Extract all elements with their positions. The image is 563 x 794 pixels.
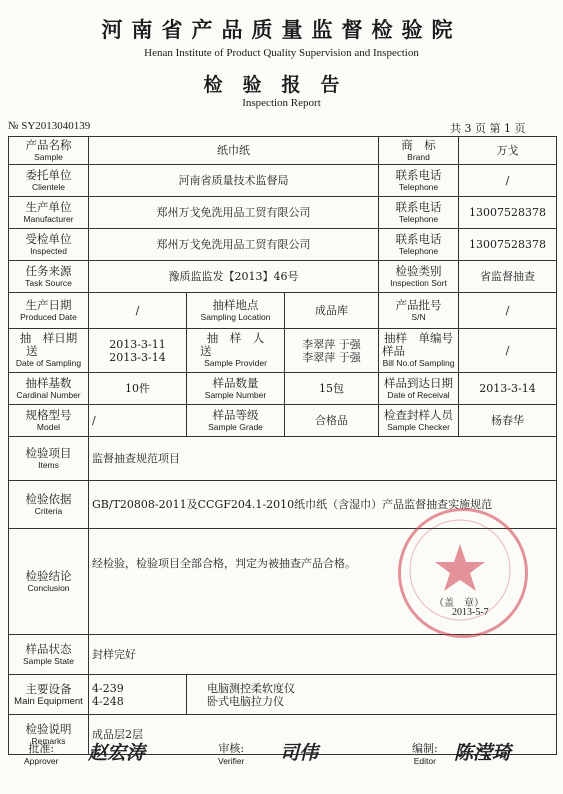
manufacturer-value: 郑州万戈免洗用品工贸有限公司 xyxy=(89,197,379,229)
row-sample xyxy=(9,137,557,165)
approver-label: 批准: Approver xyxy=(24,742,59,766)
row-model xyxy=(9,405,557,437)
brand-label: 商 标 Brand xyxy=(379,137,459,165)
telephone3-label: 联系电话 Telephone xyxy=(379,229,459,261)
row-produced-date xyxy=(9,293,557,329)
inspection-table xyxy=(8,136,557,755)
sampling-location-value: 成品库 xyxy=(285,293,379,329)
report-title-cn: 检验报告 xyxy=(203,74,360,96)
conclusion-date: 2013-5-7 xyxy=(452,607,489,618)
date-of-sampling-label: 抽 样日期 送 Date of Sampling xyxy=(9,329,89,373)
equipment-names: 电脑测控柔软度仪 卧式电脑拉力仪 xyxy=(187,675,557,715)
sample-checker-label: 检查封样人员 Sample Checker xyxy=(379,405,459,437)
clientele-value: 河南省质量技术监督局 xyxy=(89,165,379,197)
sample-number-value: 15包 xyxy=(285,373,379,405)
criteria-value: GB/T20808-2011及CCGF204.1-2010纸巾纸（含湿巾）产品监督抽查实施规范 xyxy=(89,481,557,529)
sample-checker-value: 杨春华 xyxy=(459,405,557,437)
telephone2-value: 13007528378 xyxy=(459,197,557,229)
sample-value: 纸巾纸 xyxy=(89,137,379,165)
sample-label: 产品名称 Sample xyxy=(9,137,89,165)
page-count: 共 3 页 第 1 页 xyxy=(450,122,526,135)
approver-signature: 赵宏涛 xyxy=(88,742,146,764)
telephone1-label: 联系电话 Telephone xyxy=(379,165,459,197)
row-manufacturer xyxy=(9,197,557,229)
row-numbers xyxy=(9,373,557,405)
date-of-receival-value: 2013-3-14 xyxy=(459,373,557,405)
inspected-label: 受检单位 Inspected xyxy=(9,229,89,261)
bill-no-value: / xyxy=(459,329,557,373)
institute-name-cn: 河南省产品质量监督检验院 xyxy=(101,17,462,42)
manufacturer-label: 生产单位 Manufacturer xyxy=(9,197,89,229)
inspection-sort-label: 检验类别 Inspection Sort xyxy=(379,261,459,293)
bill-no-label: 抽样 单编号 样品 Bill No.of Sampling xyxy=(379,329,459,373)
sn-value: / xyxy=(459,293,557,329)
row-inspected xyxy=(9,229,557,261)
equipment-codes: 4-239 4-248 xyxy=(89,675,187,715)
sample-provider-value: 李翠萍 于强 李翠萍 于强 xyxy=(285,329,379,373)
task-source-value: 豫质监监发【2013】46号 xyxy=(89,261,379,293)
telephone1-value: / xyxy=(459,165,557,197)
model-value: / xyxy=(89,405,187,437)
sample-number-label: 样品数量 Sample Number xyxy=(187,373,285,405)
sampling-location-label: 抽样地点 Sampling Location xyxy=(187,293,285,329)
telephone3-value: 13007528378 xyxy=(459,229,557,261)
row-clientele xyxy=(9,165,557,197)
sample-state-label: 样品状态 Sample State xyxy=(9,635,89,675)
official-seal-stamp xyxy=(398,508,528,638)
row-task-source xyxy=(9,261,557,293)
report-title-en: Inspection Report xyxy=(242,97,321,109)
sample-provider-label: 抽 样 人 送 Sample Provider xyxy=(187,329,285,373)
sn-label: 产品批号 S/N xyxy=(379,293,459,329)
inspected-value: 郑州万戈免洗用品工贸有限公司 xyxy=(89,229,379,261)
clientele-label: 委托单位 Clientele xyxy=(9,165,89,197)
row-sample-state xyxy=(9,635,557,675)
report-number: № SY2013040139 xyxy=(8,120,91,132)
sample-grade-value: 合格品 xyxy=(285,405,379,437)
main-equipment-label: 主要设备 Main Equipment xyxy=(9,675,89,715)
conclusion-value: 经检验，检验项目全部合格，判定为被抽查产品合格。 xyxy=(89,529,557,635)
model-label: 规格型号 Model xyxy=(9,405,89,437)
row-items xyxy=(9,437,557,481)
editor-label: 编制: Editor xyxy=(412,742,438,766)
sample-state-value: 封样完好 xyxy=(89,635,557,675)
date-of-receival-label: 样品到达日期 Date of Receival xyxy=(379,373,459,405)
criteria-label: 检验依据 Criteria xyxy=(9,481,89,529)
cardinal-number-label: 抽样基数 Cardinal Number xyxy=(9,373,89,405)
verifier-label: 审核: Verifier xyxy=(218,742,245,766)
sample-grade-label: 样品等级 Sample Grade xyxy=(187,405,285,437)
verifier-signature: 司伟 xyxy=(280,742,319,764)
brand-value: 万戈 xyxy=(459,137,557,165)
task-source-label: 任务来源 Task Source xyxy=(9,261,89,293)
produced-date-label: 生产日期 Produced Date xyxy=(9,293,89,329)
seal-caption: （盖 章） xyxy=(434,598,484,609)
remarks-value: 成品层2层 xyxy=(89,715,557,755)
row-equipment xyxy=(9,675,557,715)
items-value: 监督抽查规范项目 xyxy=(89,437,557,481)
produced-date-value: / xyxy=(89,293,187,329)
items-label: 检验项目 Items xyxy=(9,437,89,481)
date-of-sampling-value: 2013-3-11 2013-3-14 xyxy=(89,329,187,373)
inspection-sort-value: 省监督抽查 xyxy=(459,261,557,293)
telephone2-label: 联系电话 Telephone xyxy=(379,197,459,229)
editor-signature: 陈滢琦 xyxy=(454,742,512,764)
row-sampling-dates xyxy=(9,329,557,373)
cardinal-number-value: 10件 xyxy=(89,373,187,405)
remarks-label: 检验说明 Remarks xyxy=(9,715,89,755)
signature-row xyxy=(0,738,563,778)
conclusion-label: 检验结论 Conclusion xyxy=(9,529,89,635)
institute-name-en: Henan Institute of Product Quality Supervision and Inspection xyxy=(144,47,419,59)
